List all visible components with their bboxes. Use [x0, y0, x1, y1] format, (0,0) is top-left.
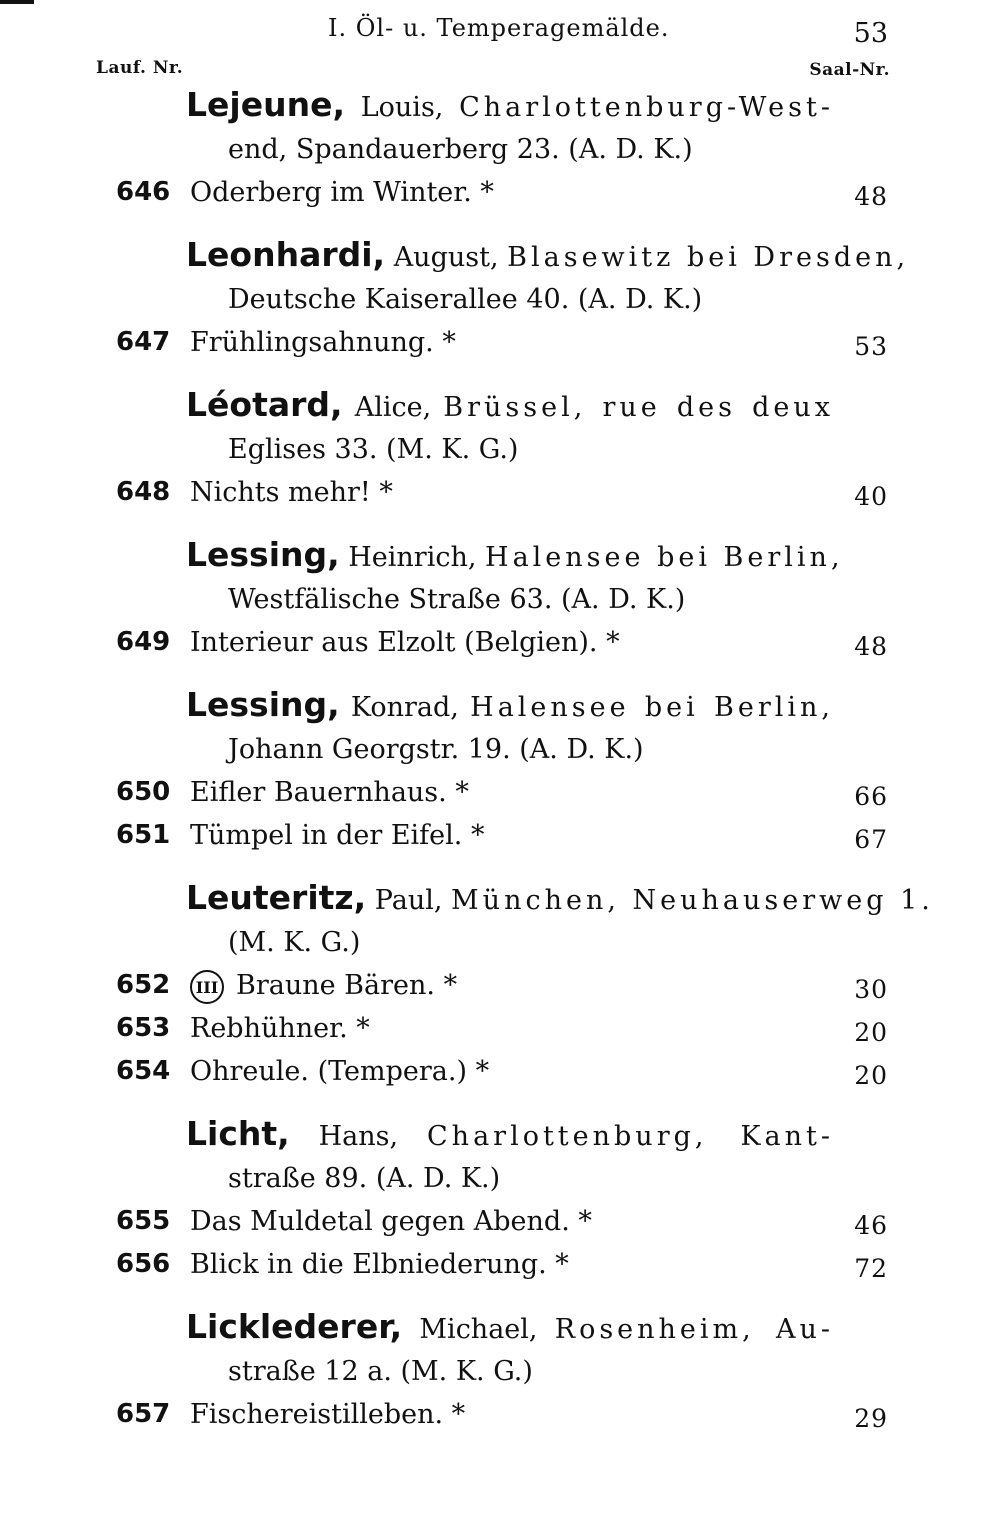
artist-city: Halensee bei Berlin,	[485, 542, 844, 573]
work-title	[190, 814, 484, 857]
artist-address: straße 12 a. (M. K. G.)	[228, 1356, 533, 1387]
artist-heading	[186, 534, 844, 579]
lauf-nr: 657	[116, 1399, 171, 1429]
artist-name: Licklederer,	[186, 1307, 403, 1346]
work-title	[190, 1243, 569, 1286]
artist-heading	[186, 1113, 834, 1158]
artist-first-name: Heinrich,	[348, 542, 477, 573]
corner-mark	[0, 0, 34, 4]
work-title-text: Frühlingsahnung. *	[190, 327, 456, 358]
artist-entry	[186, 234, 910, 321]
work-title	[190, 171, 494, 214]
work-title-text: Tümpel in der Eifel. *	[190, 820, 485, 851]
lauf-nr: 650	[116, 777, 171, 807]
artist-city: Charlottenburg-West-	[459, 92, 834, 123]
lauf-nr: 651	[116, 820, 171, 850]
artist-city: München, Neuhauserweg 1.	[451, 885, 934, 916]
work-title	[190, 964, 457, 1007]
work-row	[0, 771, 1000, 814]
artist-heading	[186, 234, 910, 279]
work-row	[0, 171, 1000, 214]
entry-spacer	[0, 857, 1000, 877]
artist-entry	[186, 1306, 834, 1393]
artist-name: Leonhardi,	[186, 235, 386, 274]
saal-nr: 20	[854, 1018, 888, 1047]
work-title	[190, 471, 393, 514]
artist-name: Licht,	[186, 1114, 290, 1153]
artist-first-name: Hans,	[318, 1121, 399, 1152]
work-title-text: Blick in die Elbniederung. *	[190, 1249, 569, 1280]
artist-first-name: August,	[393, 242, 499, 273]
artist-name: Léotard,	[186, 385, 343, 424]
saal-nr: 66	[854, 782, 888, 811]
work-title-text: Ohreule. (Tempera.) *	[190, 1056, 490, 1087]
artist-address: end, Spandauerberg 23. (A. D. K.)	[228, 134, 693, 165]
work-title	[190, 1050, 489, 1093]
work-title	[190, 771, 469, 814]
lauf-nr: 654	[116, 1056, 171, 1086]
work-row	[0, 964, 1000, 1007]
saal-nr: 20	[854, 1061, 888, 1090]
entry-spacer	[0, 514, 1000, 534]
work-title-text: Oderberg im Winter. *	[190, 177, 494, 208]
artist-city: Halensee bei Berlin,	[470, 692, 834, 723]
artist-address: Eglises 33. (M. K. G.)	[228, 434, 519, 465]
entry-spacer	[0, 364, 1000, 384]
artist-heading	[186, 84, 834, 129]
artist-city: Blasewitz bei Dresden,	[507, 242, 910, 273]
artist-address: straße 89. (A. D. K.)	[228, 1163, 501, 1194]
work-row	[0, 1007, 1000, 1050]
work-title	[190, 321, 456, 364]
catalogue-entries	[0, 84, 1000, 1436]
work-row	[0, 621, 1000, 664]
artist-address: Westfälische Straße 63. (A. D. K.)	[228, 584, 686, 615]
artist-first-name: Alice,	[354, 392, 432, 423]
artist-heading	[186, 384, 834, 429]
lauf-nr: 652	[116, 970, 171, 1000]
lauf-nr: 648	[116, 477, 171, 507]
artist-address: (M. K. G.)	[228, 927, 361, 958]
work-row	[0, 1200, 1000, 1243]
artist-first-name: Michael,	[419, 1314, 538, 1345]
artist-entry	[186, 84, 834, 171]
artist-city: Rosenheim, Au-	[554, 1314, 834, 1345]
work-title-text: Das Muldetal gegen Abend. *	[190, 1206, 592, 1237]
artist-name: Lejeune,	[186, 85, 346, 124]
entry-spacer	[0, 1093, 1000, 1113]
work-title-text: Interieur aus Elzolt (Belgien). *	[190, 627, 620, 658]
artist-entry	[186, 1113, 834, 1200]
column-header-saal-nr: Saal-Nr.	[809, 60, 890, 80]
artist-first-name: Louis,	[360, 92, 444, 123]
saal-nr: 67	[854, 825, 888, 854]
artist-heading	[186, 684, 834, 729]
work-title-text: Braune Bären. *	[236, 970, 458, 1001]
artist-name: Lessing,	[186, 685, 340, 724]
saal-nr: 72	[854, 1254, 888, 1283]
circled-marker-icon: III	[190, 970, 224, 1004]
artist-heading	[186, 877, 934, 922]
artist-city: Charlottenburg, Kant-	[427, 1121, 834, 1152]
saal-nr: 48	[854, 632, 888, 661]
saal-nr: 48	[854, 182, 888, 211]
artist-first-name: Konrad,	[350, 692, 459, 723]
work-row	[0, 1393, 1000, 1436]
work-title-text: Nichts mehr! *	[190, 477, 393, 508]
work-title	[190, 1007, 370, 1050]
artist-city: Brüssel, rue des deux	[443, 392, 834, 423]
work-title-text: Fischereistilleben. *	[190, 1399, 466, 1430]
saal-nr: 29	[854, 1404, 888, 1433]
work-title-text: Eifler Bauernhaus. *	[190, 777, 469, 808]
lauf-nr: 655	[116, 1206, 171, 1236]
work-row	[0, 814, 1000, 857]
saal-nr: 46	[854, 1211, 888, 1240]
lauf-nr: 656	[116, 1249, 171, 1279]
lauf-nr: 649	[116, 627, 171, 657]
artist-name: Lessing,	[186, 535, 340, 574]
lauf-nr: 647	[116, 327, 171, 357]
artist-name: Leuteritz,	[186, 878, 367, 917]
work-title	[190, 1393, 465, 1436]
artist-address: Johann Georgstr. 19. (A. D. K.)	[228, 734, 644, 765]
column-header-lauf-nr: Lauf. Nr.	[96, 58, 184, 78]
saal-nr: 40	[854, 482, 888, 511]
entry-spacer	[0, 1286, 1000, 1306]
page-number: 53	[853, 18, 888, 49]
work-row	[0, 1050, 1000, 1093]
entry-spacer	[0, 664, 1000, 684]
artist-entry	[186, 384, 834, 471]
work-row	[0, 471, 1000, 514]
saal-nr: 30	[854, 975, 888, 1004]
lauf-nr: 646	[116, 177, 171, 207]
artist-entry	[186, 534, 844, 621]
work-row	[0, 321, 1000, 364]
artist-entry	[186, 877, 934, 964]
saal-nr: 53	[854, 332, 888, 361]
work-title	[190, 621, 620, 664]
running-head: I. Öl- u. Temperagemälde.	[328, 14, 670, 42]
artist-address: Deutsche Kaiserallee 40. (A. D. K.)	[228, 284, 703, 315]
work-title	[190, 1200, 592, 1243]
artist-heading	[186, 1306, 834, 1351]
work-row	[0, 1243, 1000, 1286]
artist-first-name: Paul,	[374, 885, 443, 916]
lauf-nr: 653	[116, 1013, 171, 1043]
artist-entry	[186, 684, 834, 771]
entry-spacer	[0, 214, 1000, 234]
work-title-text: Rebhühner. *	[190, 1013, 370, 1044]
